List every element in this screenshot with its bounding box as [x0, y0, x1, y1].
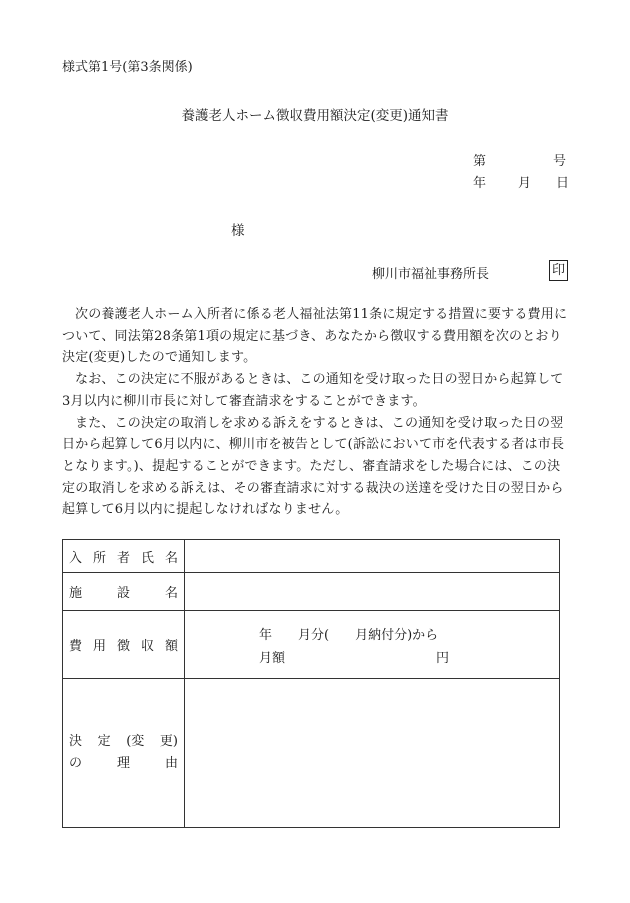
body-paragraph-1: 次の養護老人ホーム入所者に係る老人福祉法第11条に規定する措置に要する費用について、同法第28条第1項の規定に基づき、あなたから徴収する費用額を次のとおり決定(変更)したので通知します。	[62, 307, 568, 366]
date-month-label: 月	[518, 176, 532, 191]
info-table	[62, 539, 560, 828]
label-char: 用	[92, 639, 106, 654]
label-char: 所	[92, 550, 106, 566]
label-char: 額	[164, 639, 178, 654]
label-char: 由	[164, 756, 178, 771]
body-paragraph-3: また、この決定の取消しを求める訴えをするときは、この通知を受け取った日の翌日から起算して6月以内に、柳川市を被告として(訴訟において市を代表する者は市長となります。)、提起することができます。ただし、審査請求をした場合には、この決定の取消しを求める訴えは、その審査請求に対する裁決の送達を受けた日の翌日から起算して6月以内に提起しなければなりません。	[62, 415, 565, 518]
issue-number-label: 第	[473, 154, 487, 169]
facility-name-row	[63, 573, 560, 611]
label-char: 理	[116, 756, 130, 771]
body-paragraph-2: なお、この決定に不服があるときは、この通知を受け取った日の翌日から起算して3月以内に柳川市長に対して審査請求をすることができます。	[62, 372, 564, 409]
label-char: 名	[164, 586, 178, 601]
label-char: 費	[69, 639, 83, 654]
seal-box: 印	[549, 260, 568, 281]
form-number: 様式第1号(第3条関係)	[62, 60, 193, 75]
fee-yen-unit: 円	[436, 651, 450, 666]
facility-name-field[interactable]	[185, 573, 560, 611]
label-char: 決	[69, 734, 83, 749]
label-char: の	[69, 756, 83, 771]
label-char: 徴	[116, 639, 130, 654]
document-title: 養護老人ホーム徴収費用額決定(変更)通知書	[181, 108, 449, 124]
date-day-label: 日	[556, 176, 570, 191]
reason-row	[63, 679, 560, 828]
label-char: 氏	[140, 550, 154, 566]
fee-label	[63, 611, 185, 679]
addressee-honorific: 様	[231, 223, 245, 239]
label-char: 更)	[159, 734, 178, 749]
notice-body	[62, 304, 570, 521]
date-year-label: 年	[473, 176, 487, 191]
reason-field[interactable]	[185, 679, 560, 828]
label-char: 施	[69, 586, 83, 601]
label-char: 入	[69, 550, 83, 566]
fee-period-text: 年 月分( 月納付分)から	[259, 628, 439, 643]
fee-field[interactable]	[185, 611, 560, 679]
resident-name-field[interactable]	[185, 540, 560, 573]
label-char: 名	[164, 550, 178, 566]
label-char: (変	[126, 734, 145, 749]
fee-monthly-label: 月額	[259, 651, 286, 666]
reason-label	[63, 679, 185, 828]
label-char: 収	[140, 639, 154, 654]
label-char: 者	[116, 550, 130, 566]
label-char: 設	[116, 586, 130, 601]
issue-number-suffix: 号	[553, 154, 567, 169]
facility-name-label	[63, 573, 185, 611]
label-char: 定	[97, 734, 111, 749]
issuer-name: 柳川市福祉事務所長	[372, 267, 490, 282]
resident-name-row	[63, 540, 560, 573]
resident-name-label	[63, 540, 185, 573]
fee-row	[63, 611, 560, 679]
